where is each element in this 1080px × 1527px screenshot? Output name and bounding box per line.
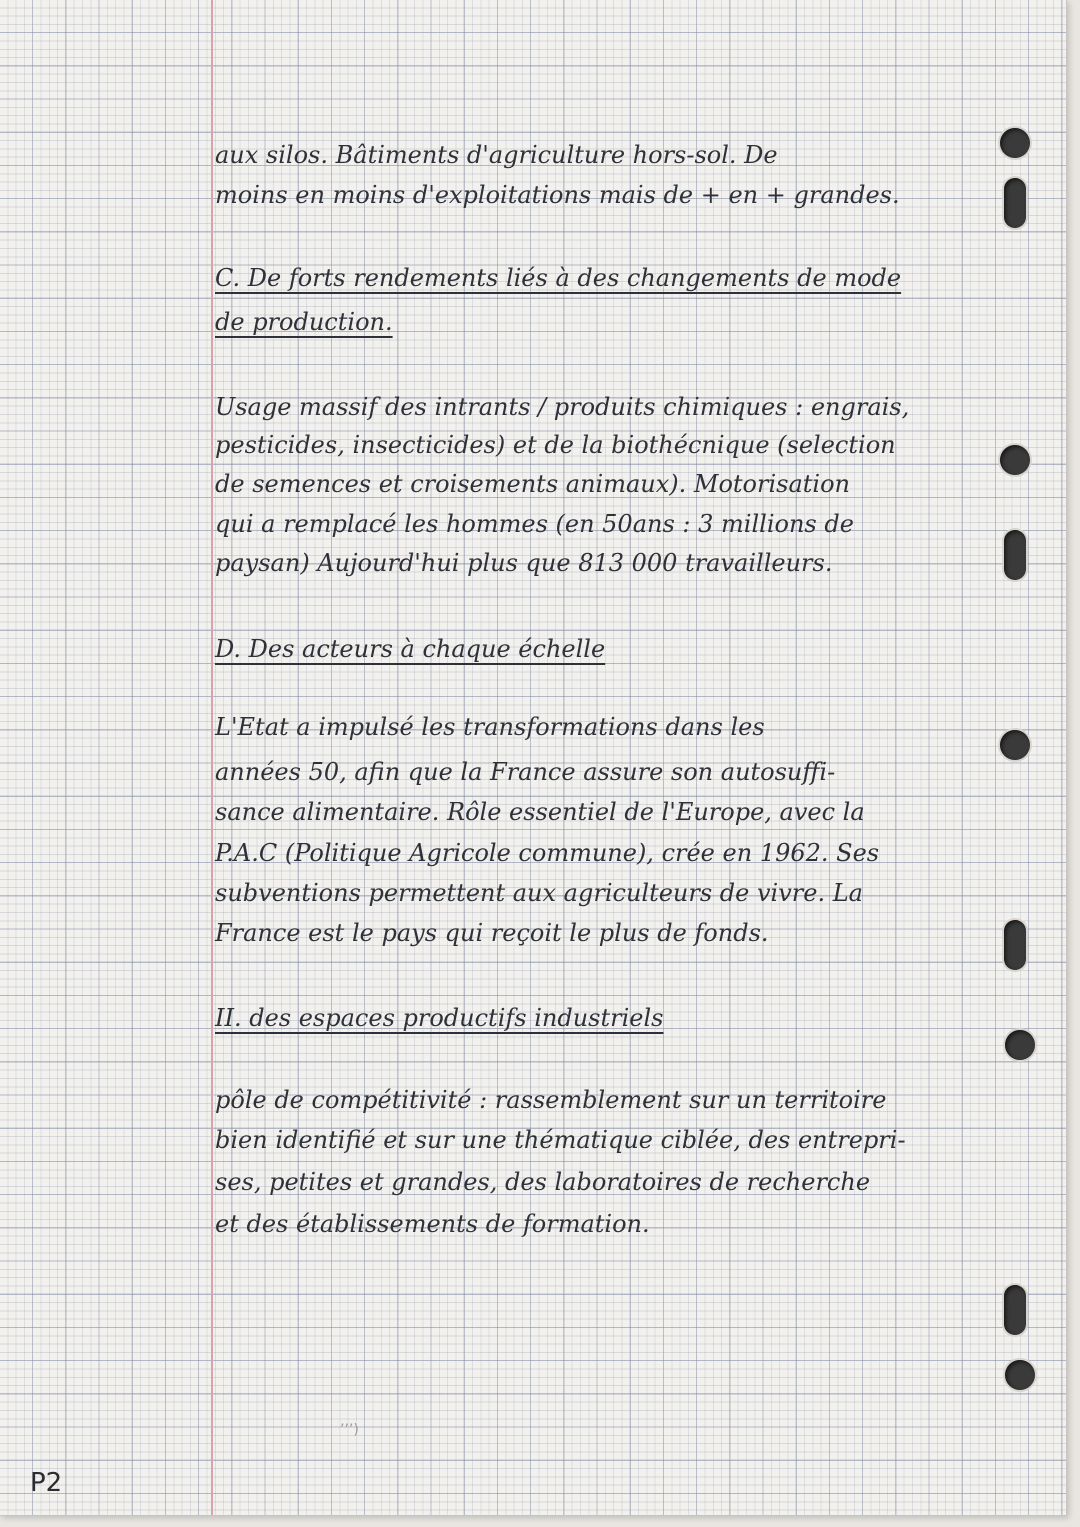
note-line: années 50, afin que la France assure son autosuffi- [215,758,836,786]
note-line: moins en moins d'exploitations mais de + en + grandes. [215,181,900,209]
section-heading-c: de production. [215,308,393,336]
note-line: pôle de compétitivité : rassemblement sur un territoire [215,1086,887,1114]
section-heading-c: C. De forts rendements liés à des changements de mode [215,264,902,292]
binder-hole [1004,920,1026,970]
note-line: qui a remplacé les hommes (en 50ans : 3 millions de [215,510,854,538]
note-line: Usage massif des intrants / produits chimiques : engrais, [215,393,910,421]
note-line: aux silos. Bâtiments d'agriculture hors-sol. De [215,141,778,169]
note-line: pesticides, insecticides) et de la biothécnique (selection [215,431,896,459]
note-line: bien identifié et sur une thématique ciblée, des entrepri- [215,1126,906,1154]
page-number: P2 [30,1468,63,1498]
note-line: de semences et croisements animaux). Motorisation [215,470,851,498]
binder-hole [1004,530,1026,580]
binder-hole [1000,730,1030,760]
binder-hole [1004,1285,1026,1335]
corner-mark: ’’’) [340,1422,359,1438]
note-line: ses, petites et grandes, des laboratoires de recherche [215,1168,871,1196]
note-line: paysan) Aujourd'hui plus que 813 000 travailleurs. [215,549,833,577]
note-line: sance alimentaire. Rôle essentiel de l'Europe, avec la [215,798,865,826]
note-line: France est le pays qui reçoit le plus de fonds. [215,919,769,947]
binder-hole [1004,178,1026,228]
note-line: subventions permettent aux agriculteurs de vivre. La [215,879,863,907]
binder-hole [1000,445,1030,475]
binder-hole [1005,1360,1035,1390]
binder-hole [1000,128,1030,158]
binder-hole [1005,1030,1035,1060]
note-line: et des établissements de formation. [215,1210,650,1238]
note-line: L'Etat a impulsé les transformations dans les [215,713,765,741]
section-heading-ii: II. des espaces productifs industriels [215,1004,664,1032]
section-heading-d: D. Des acteurs à chaque échelle [215,635,606,663]
note-line: P.A.C (Politique Agricole commune), crée en 1962. Ses [215,839,880,867]
